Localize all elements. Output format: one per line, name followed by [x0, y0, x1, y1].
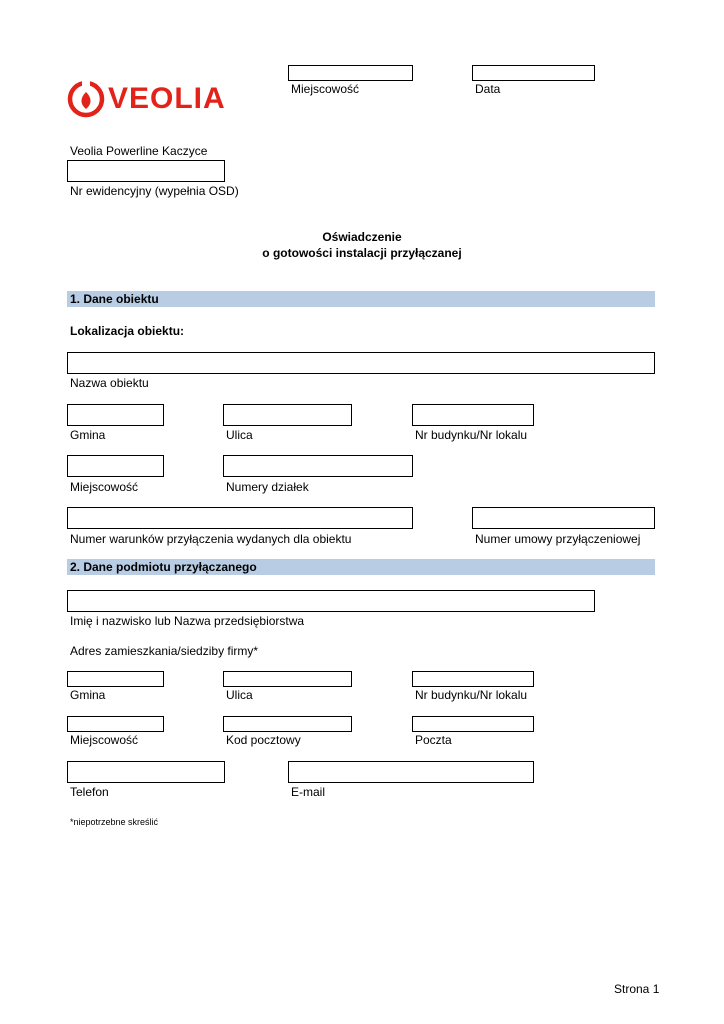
subject-locality-input[interactable] — [67, 716, 164, 732]
subject-commune-label: Gmina — [70, 688, 106, 702]
agreement-number-label: Numer umowy przyłączeniowej — [475, 532, 641, 546]
plot-numbers-label: Numery działek — [226, 480, 309, 494]
object-commune-input[interactable] — [67, 404, 164, 426]
subject-commune-input[interactable] — [67, 671, 164, 687]
subject-building-input[interactable] — [412, 671, 534, 687]
document-subtitle: o gotowości instalacji przyłączanej — [262, 246, 462, 260]
place-label: Miejscowość — [291, 82, 360, 96]
subject-building-label: Nr budynku/Nr lokalu — [415, 688, 528, 702]
place-input[interactable] — [288, 65, 413, 81]
page-number: Strona 1 — [614, 982, 660, 996]
section-2-band — [67, 559, 655, 575]
postcode-input[interactable] — [223, 716, 352, 732]
date-input[interactable] — [472, 65, 595, 81]
object-locality-label: Miejscowość — [70, 480, 139, 494]
post-office-label: Poczta — [415, 733, 452, 747]
object-street-label: Ulica — [226, 428, 253, 442]
object-street-input[interactable] — [223, 404, 352, 426]
veolia-logo-icon — [66, 79, 106, 119]
phone-label: Telefon — [70, 785, 109, 799]
subject-name-input[interactable] — [67, 590, 595, 612]
location-heading: Lokalizacja obiektu: — [70, 324, 185, 338]
phone-input[interactable] — [67, 761, 225, 783]
section-1-band — [67, 291, 655, 307]
object-name-label: Nazwa obiektu — [70, 376, 149, 390]
subject-street-input[interactable] — [223, 671, 352, 687]
subject-locality-label: Miejscowość — [70, 733, 139, 747]
conditions-number-label: Numer warunków przyłączenia wydanych dla obiektu — [70, 532, 352, 546]
registry-number-label: Nr ewidencyjny (wypełnia OSD) — [70, 184, 239, 198]
plot-numbers-input[interactable] — [223, 455, 413, 477]
section-2-heading: 2. Dane podmiotu przyłączanego — [70, 560, 257, 574]
post-office-input[interactable] — [412, 716, 534, 732]
date-label: Data — [475, 82, 501, 96]
agreement-number-input[interactable] — [472, 507, 655, 529]
email-label: E-mail — [291, 785, 326, 799]
address-heading: Adres zamieszkania/siedziby firmy* — [70, 644, 259, 658]
subject-street-label: Ulica — [226, 688, 253, 702]
conditions-number-input[interactable] — [67, 507, 413, 529]
veolia-logo — [66, 79, 231, 119]
registry-number-input[interactable] — [67, 160, 225, 182]
subject-name-label: Imię i nazwisko lub Nazwa przedsiębiorstwa — [70, 614, 305, 628]
object-building-label: Nr budynku/Nr lokalu — [415, 428, 528, 442]
section-1-heading: 1. Dane obiektu — [70, 292, 159, 306]
footnote: *niepotrzebne skreślić — [70, 817, 159, 827]
object-commune-label: Gmina — [70, 428, 106, 442]
email-input[interactable] — [288, 761, 534, 783]
object-name-input[interactable] — [67, 352, 655, 374]
object-building-input[interactable] — [412, 404, 534, 426]
company-name: Veolia Powerline Kaczyce — [70, 144, 208, 158]
logo-wordmark: VEOLIA — [108, 82, 226, 115]
postcode-label: Kod pocztowy — [226, 733, 301, 747]
object-locality-input[interactable] — [67, 455, 164, 477]
document-title: Oświadczenie — [322, 230, 402, 244]
